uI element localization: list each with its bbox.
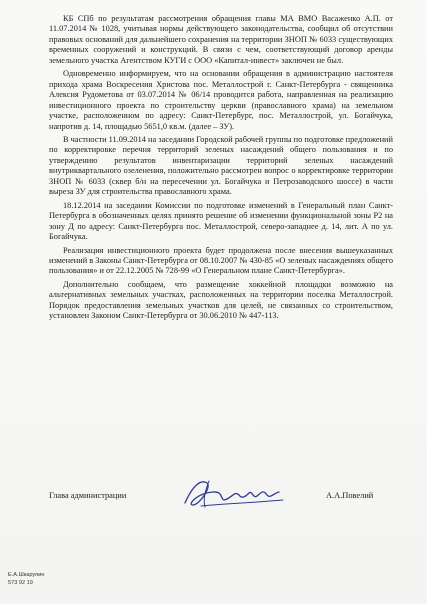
signatory-name: А.А.Повелий xyxy=(326,491,374,500)
paragraph-4: 18.12.2014 на заседании Комиссии по подготовке изменений в Генеральный план Санкт-Петербурга в обозначенных целях принято решение об изменении функциональной зоны Р2 на зону Д по адресу: Санкт-Петербурга пос. Металлострой, северо-западнее д. 14, лит. А по ул. Богайчука. xyxy=(49,200,393,242)
paragraph-1: КБ СПб по результатам рассмотрения обращения главы МА ВМО Васаженко А.П. от 11.07.2014 № 1028, учитывая нормы действующего законодательства, сообщил об отсутствии правовых оснований для дальнейшего сохранения на территории ЗНОП № 6033 существующих временных сооружений и конструкций. В связи с чем, соответствующий договор аренды земельного участка Агентством КУГИ с ООО «Капитал-инвест» заключен не был. xyxy=(49,14,393,65)
paragraph-2: Одновременно информируем, что на основании обращения в администрацию настоятеля прихода храма Воскресения Христова пос. Металлострой г. Санкт-Петербурга - священника Алексия Рудометова от 03.07.2014 № 06/14 проводится работа, направленная на реализацию инвестиционного проекта по строительству церкви (православного храма) на земельном участке, расположенном по адресу: Санкт-Петербург, пос. Металлострой, ул. Богайчука, напротив д. 14, площадью 5651,0 кв.м. (далее – ЗУ). xyxy=(49,69,393,131)
letter-body xyxy=(49,14,393,322)
paragraph-3: В частности 11.09.2014 на заседании Городской рабочей группы по подготовке предложений по корректировке перечня территорий зеленых насаждений общего пользования и по утверждению результатов инвентаризации территорий зеленых насаждений внутриквартального озеленения, положительно рассмотрен вопрос о корректировке территории ЗНОП № 6033 (сквер б/н на пересечении ул. Богайчука и Петрозаводского шоссе) в части выреза ЗУ для строительства православного храма. xyxy=(49,134,393,197)
executor-phone: 573 92 19 xyxy=(8,579,33,586)
executor-name: Е.А.Шкарупин xyxy=(8,572,45,578)
handwritten-signature xyxy=(179,475,289,513)
paragraph-6: Дополнительно сообщаем, что размещение хоккейной площадки возможно на альтернативных земельных участках, расположенных на территории поселка Металлострой. Порядок предоставления земельных участков для целей, не связанных со строительством, установлен Законом Санкт-Петербурга от 30.06.2010 № 447-113. xyxy=(49,279,393,321)
footer-executor xyxy=(8,572,44,587)
paragraph-5: Реализация инвестиционного проекта будет продолжена после внесения вышеуказанных изменений в Законы Санкт-Петербурга от 08.10.2007 № 430-85 «О зеленых насаждениях общего пользования» и от 22.12.2005 № 728-99 «О Генеральном плане Санкт-Петербурга». xyxy=(49,245,394,276)
signatory-title: Глава администрации xyxy=(49,491,127,500)
signature-block xyxy=(49,475,393,515)
